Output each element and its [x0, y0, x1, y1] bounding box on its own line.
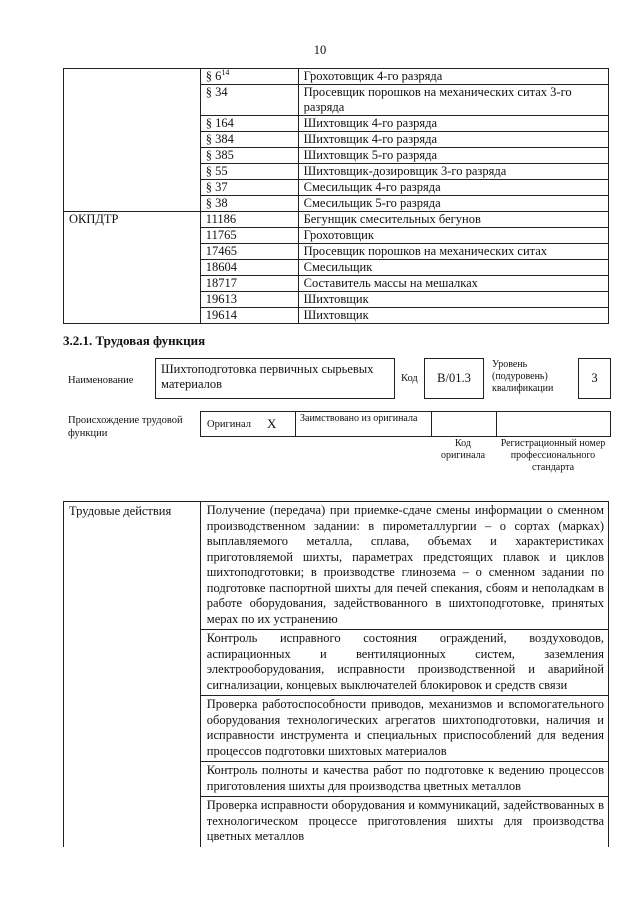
code-box: [424, 358, 484, 399]
code-cell: § 34: [200, 85, 298, 116]
action-item: Проверка исправности оборудования и коммуникаций, задействованных в технологическом процессе приготовления шихты для производства цветных металлов: [200, 797, 608, 847]
table-row: [64, 260, 609, 276]
origin-borrowed-box: [295, 411, 432, 437]
table-row: [64, 696, 609, 762]
codes-table: [63, 68, 609, 324]
code-label: Код: [401, 373, 418, 384]
group-cell: [64, 696, 201, 762]
code-cell: § 384: [200, 132, 298, 148]
code-cell: 19614: [200, 308, 298, 324]
group-cell: [64, 196, 201, 212]
reg-number-caption: Регистрационный номер профессионального стандарта: [500, 438, 606, 473]
table-row: [64, 164, 609, 180]
action-item: Контроль исправного состояния ограждений, воздуховодов, аспирационных и вентиляционных систем, заземления электрооборудования, исправности производственной и аварийной сигнализации, концевых выключателей блокировок и средств связи: [200, 630, 608, 696]
group-cell: [64, 164, 201, 180]
level-value: 3: [591, 371, 598, 385]
table-row: [64, 116, 609, 132]
code-value: B/01.3: [437, 371, 471, 385]
name-cell: Шихтовщик-дозировщик 3-го разряда: [298, 164, 608, 180]
borrowed-label: Заимствовано из оригинала: [300, 413, 418, 424]
code-cell: § 55: [200, 164, 298, 180]
name-cell: Смесильщик 4-го разряда: [298, 180, 608, 196]
group-cell: [64, 228, 201, 244]
table-row: [64, 797, 609, 847]
labor-actions-table: [63, 501, 609, 847]
name-cell: Просевщик порошков на механических ситах 3-го разряда: [298, 85, 608, 116]
group-cell: ОКПДТР: [64, 212, 201, 228]
reg-number-box: [496, 411, 611, 437]
name-cell: Шихтовщик: [298, 308, 608, 324]
name-cell: Шихтовщик: [298, 292, 608, 308]
origin-code-box: [431, 411, 497, 437]
group-cell: [64, 244, 201, 260]
code-cell: § 164: [200, 116, 298, 132]
table-row: [64, 308, 609, 324]
code-cell: § 37: [200, 180, 298, 196]
origin-code-caption: Код оригинала: [440, 438, 486, 461]
group-cell: [64, 762, 201, 797]
group-cell: [64, 260, 201, 276]
table-row: [64, 148, 609, 164]
action-item: Контроль полноты и качества работ по подготовке к ведению процессов приготовления шихты для производства цветных металлов: [200, 762, 608, 797]
actions-label: Трудовые действия: [64, 502, 201, 630]
name-cell: Шихтовщик 4-го разряда: [298, 116, 608, 132]
table-row: [64, 502, 609, 630]
level-label: Уровень (подуровень) квалификации: [492, 359, 554, 394]
table-row: [64, 630, 609, 696]
name-cell: Просевщик порошков на механических ситах: [298, 244, 608, 260]
origin-original-box: [200, 411, 296, 437]
original-label: Оригинал: [207, 419, 251, 430]
level-box: [578, 358, 611, 399]
name-cell: Грохотовщик: [298, 228, 608, 244]
code-cell: 18604: [200, 260, 298, 276]
group-cell: [64, 69, 201, 85]
table-row: [64, 212, 609, 228]
table-row: [64, 196, 609, 212]
code-cell: 18717: [200, 276, 298, 292]
code-cell: 11765: [200, 228, 298, 244]
table-row: [64, 244, 609, 260]
table-row: [64, 228, 609, 244]
table-row: [64, 69, 609, 85]
origin-label: Происхождение трудовой функции: [68, 415, 183, 439]
group-cell: [64, 308, 201, 324]
table-row: [64, 276, 609, 292]
name-box: [155, 358, 395, 399]
name-cell: Составитель массы на мешалках: [298, 276, 608, 292]
name-cell: Бегунщик смесительных бегунов: [298, 212, 608, 228]
group-cell: [64, 132, 201, 148]
name-cell: Смесильщик: [298, 260, 608, 276]
code-cell: § 385: [200, 148, 298, 164]
table-row: [64, 85, 609, 116]
code-cell: 19613: [200, 292, 298, 308]
name-cell: Шихтовщик 4-го разряда: [298, 132, 608, 148]
page-number: 10: [313, 43, 327, 57]
code-cell: § $6^{14}$: [200, 69, 298, 85]
code-cell: 17465: [200, 244, 298, 260]
table-row: [64, 180, 609, 196]
group-cell: [64, 292, 201, 308]
table-row: [64, 292, 609, 308]
group-cell: [64, 148, 201, 164]
code-cell: § 38: [200, 196, 298, 212]
name-cell: Смесильщик 5-го разряда: [298, 196, 608, 212]
group-cell: [64, 630, 201, 696]
group-cell: [64, 276, 201, 292]
group-cell: [64, 116, 201, 132]
group-cell: [64, 797, 201, 847]
action-item: Проверка работоспособности приводов, механизмов и вспомогательного оборудования технологических агрегатов шихтоподготовки, наличия и исправности инструмента и специальных приспособлений для ведения процессов подготовки шихтовых материалов: [200, 696, 608, 762]
original-mark: X: [267, 416, 277, 431]
group-cell: [64, 180, 201, 196]
group-cell: [64, 85, 201, 116]
section-heading: 3.2.1. Трудовая функция: [63, 333, 206, 348]
action-item: Получение (передача) при приемке-сдаче смены информации о сменном производственном задании: в пирометаллургии – о сортах (марках) выплавляемого металла, сплава, объемах и характеристиках приготовляемой шихты, параметрах предстоящих плавок и циклов шихтоподготовки; в производстве глинозема – о сменном задании по подготовке паспортной шихты для печей спекания, сбоям и неполадкам в работе оборудования, задействованного в шихтоподготовке, принятых мерах по их устранению: [200, 502, 608, 630]
name-cell: Шихтовщик 5-го разряда: [298, 148, 608, 164]
table-row: [64, 762, 609, 797]
name-label: Наименование: [68, 375, 134, 386]
table-row: [64, 132, 609, 148]
name-cell: Грохотовщик 4-го разряда: [298, 69, 608, 85]
code-cell: 11186: [200, 212, 298, 228]
name-value: Шихтоподготовка первичных сырьевых материалов: [161, 362, 374, 391]
